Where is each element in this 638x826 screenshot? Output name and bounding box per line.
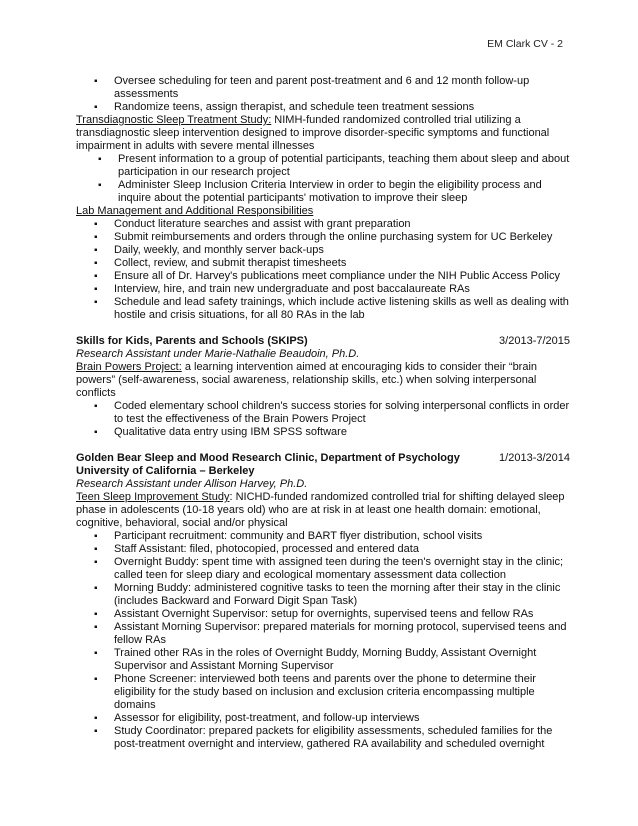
- golden-project: [76, 491, 570, 530]
- list-item: ▪ Randomize teens, assign therapist, and schedule teen treatment sessions: [76, 101, 570, 114]
- list-item: ▪ Trained other RAs in the roles of Overnight Buddy, Morning Buddy, Assistant Overnight Supervisor and Assistant Morning Supervisor: [76, 647, 570, 673]
- golden-section: [76, 452, 570, 751]
- list-item: ▪ Interview, hire, and train new undergraduate and post baccalaureate RAs: [76, 283, 570, 296]
- skips-heading: [76, 335, 570, 348]
- list-item: ▪ Phone Screener: interviewed both teens and parents over the phone to determine their eligibility for the study based on inclusion and exclusion criteria encompassing multiple domains: [76, 673, 570, 712]
- list-item: ▪ Study Coordinator: prepared packets for eligibility assessments, scheduled families for the post-treatment overnight and interview, gathered RA availability and scheduled overnight: [76, 725, 570, 751]
- list-item: ▪ Coded elementary school children's success stories for solving interpersonal conflicts in order to test the effectiveness of the Brain Powers Project: [76, 400, 570, 426]
- list-item: ▪ Daily, weekly, and monthly server back-ups: [76, 244, 570, 257]
- list-item: ▪ Ensure all of Dr. Harvey's publications meet compliance under the NIH Public Access Policy: [76, 270, 570, 283]
- skips-project-title: Brain Powers Project:: [76, 361, 182, 373]
- golden-org-line1: Golden Bear Sleep and Mood Research Clinic, Department of Psychology: [76, 452, 460, 464]
- lab-bullet-list: [76, 218, 570, 322]
- tsts-title: Transdiagnostic Sleep Treatment Study:: [76, 114, 272, 126]
- golden-role: Research Assistant under Allison Harvey, Ph.D.: [76, 478, 308, 490]
- list-item: ▪ Conduct literature searches and assist with grant preparation: [76, 218, 570, 231]
- list-item: ▪ Present information to a group of potential participants, teaching them about sleep and about participation in our research project: [76, 153, 570, 179]
- skips-section: [76, 335, 570, 439]
- list-item: ▪ Qualitative data entry using IBM SPSS software: [76, 426, 570, 439]
- golden-org-line2: University of California – Berkeley: [76, 465, 255, 477]
- lab-title: Lab Management and Additional Responsibilities: [76, 205, 314, 217]
- golden-bullet-list: [76, 530, 570, 751]
- list-item: ▪ Administer Sleep Inclusion Criteria Interview in order to begin the eligibility process and inquire about the potential participants' motivation to improve their sleep: [76, 179, 570, 205]
- list-item: ▪ Participant recruitment: community and BART flyer distribution, school visits: [76, 530, 570, 543]
- list-item: ▪ Submit reimbursements and orders through the online purchasing system for UC Berkeley: [76, 231, 570, 244]
- tsts-bullet-list: [76, 153, 570, 205]
- top-bullet-list: [76, 75, 570, 114]
- skips-org: Skills for Kids, Parents and Schools (SKIPS): [76, 335, 308, 347]
- skips-date: 3/2013-7/2015: [499, 335, 570, 347]
- skips-project: [76, 361, 570, 400]
- list-item: ▪ Overnight Buddy: spent time with assigned teen during the teen's overnight stay in the clinic; called teen for sleep diary and ecological momentary assessment data collection: [76, 556, 570, 582]
- list-item: ▪ Assessor for eligibility, post-treatment, and follow-up interviews: [76, 712, 570, 725]
- skips-role: Research Assistant under Marie-Nathalie Beaudoin, Ph.D.: [76, 348, 360, 360]
- list-item: ▪ Staff Assistant: filed, photocopied, processed and entered data: [76, 543, 570, 556]
- list-item: ▪ Oversee scheduling for teen and parent post-treatment and 6 and 12 month follow-up assessments: [76, 75, 570, 101]
- list-item: ▪ Collect, review, and submit therapist timesheets: [76, 257, 570, 270]
- tsts-text: NIMH-funded randomized controlled trial utilizing a transdiagnostic sleep intervention designed to improve disorder-specific symptoms and functional impairment in adults with severe mental illnesses: [76, 114, 550, 152]
- cv-content: [76, 75, 570, 751]
- page-header: EM Clark CV - 2: [487, 38, 563, 50]
- golden-project-text: : NICHD-funded randomized controlled trial for shifting delayed sleep phase in adolescents (10-18 years old) who are at risk in at least one health domain: emotional, cognitive, behavioral, social and/or physical: [76, 491, 565, 529]
- tsts-description: [76, 114, 570, 153]
- skips-project-text: a learning intervention aimed at encouraging kids to consider their “brain powers” (self-awareness, social awareness, relationship skills, etc.) when solving interpersonal conflicts: [76, 361, 538, 399]
- golden-date: 1/2013-3/2014: [499, 452, 570, 464]
- list-item: ▪ Schedule and lead safety trainings, which include active listening skills as well as dealing with hostile and crisis situations, for all 80 RAs in the lab: [76, 296, 570, 322]
- list-item: ▪ Morning Buddy: administered cognitive tasks to teen the morning after their stay in the clinic (includes Backward and Forward Digit Span Task): [76, 582, 570, 608]
- golden-project-title: Teen Sleep Improvement Study: [76, 491, 230, 503]
- golden-heading: [76, 452, 570, 465]
- skips-bullet-list: [76, 400, 570, 439]
- list-item: ▪ Assistant Overnight Supervisor: setup for overnights, supervised teens and fellow RAs: [76, 608, 570, 621]
- list-item: ▪ Assistant Morning Supervisor: prepared materials for morning protocol, supervised teens and fellow RAs: [76, 621, 570, 647]
